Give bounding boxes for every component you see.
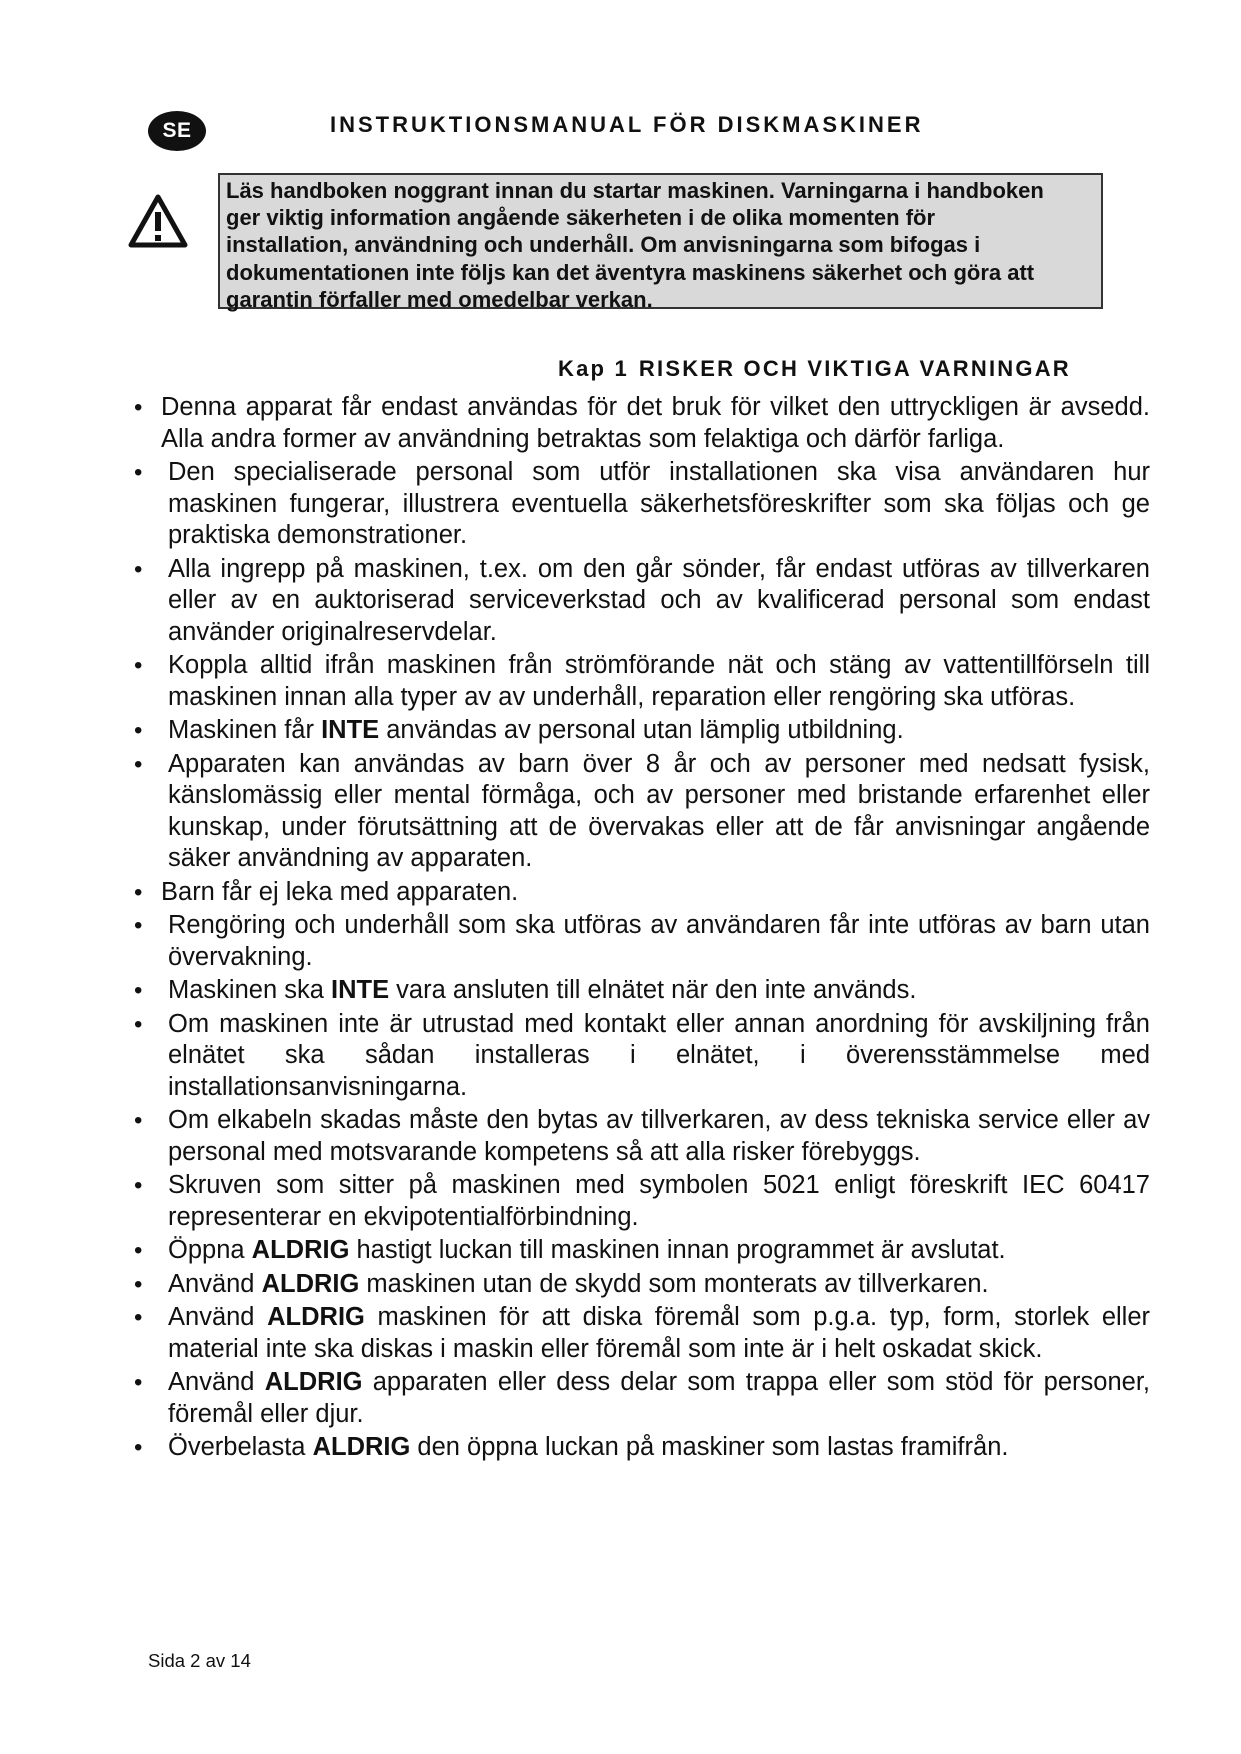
warning-line: installation, användning och underhåll. Om anvisningarna som bifogas i — [226, 232, 981, 258]
warning-line: ger viktig information angående säkerheten i de olika momenten för — [226, 205, 936, 231]
warning-line: dokumentationen inte följs kan det äventyra maskinens säkerhet och göra att — [226, 259, 1035, 285]
list-item: • Om elkabeln skadas måste den bytas av tillverkaren, av dess tekniska service eller av personal med motsvarande kompetens så att alla risker förebyggs. — [130, 1105, 1150, 1168]
page-number: Sida 2 av 14 — [148, 1650, 251, 1671]
list-item: • Barn får ej leka med apparaten. — [130, 877, 1150, 909]
list-item: • Koppla alltid ifrån maskinen från strömförande nät och stäng av vattentillförseln till maskinen innan alla typer av av underhåll, reparation eller rengöring ska utföras. — [130, 650, 1150, 713]
list-item: • Använd ALDRIG maskinen för att diska föremål som p.g.a. typ, form, storlek eller material inte ska diskas i maskin eller föremål som inte är i helt oskadat skick. — [130, 1302, 1150, 1365]
list-item: • Öppna ALDRIG hastigt luckan till maskinen innan programmet är avslutat. — [130, 1235, 1150, 1267]
list-item: • Använd ALDRIG apparaten eller dess delar som trappa eller som stöd för personer, föremål eller djur. — [130, 1367, 1150, 1430]
list-item: • Skruven som sitter på maskinen med symbolen 5021 enligt föreskrift IEC 60417 representerar en ekvipotentialförbindning. — [130, 1170, 1150, 1233]
list-item: • Alla ingrepp på maskinen, t.ex. om den går sönder, får endast utföras av tillverkaren eller av en auktoriserad serviceverkstad och av kvalificerad personal som endast använder originalreservdelar. — [130, 554, 1150, 649]
list-item: • Maskinen ska INTE vara ansluten till elnätet när den inte används. — [130, 975, 1150, 1007]
list-item: • Rengöring och underhåll som ska utföras av användaren får inte utföras av barn utan övervakning. — [130, 910, 1150, 973]
document-title: INSTRUKTIONSMANUAL FÖR DISKMASKINER — [330, 112, 924, 137]
list-item: • Den specialiserade personal som utför installationen ska visa användaren hur maskinen fungerar, illustrera eventuella säkerhetsföreskrifter som ska följas och ge praktiska demonstrationer. — [130, 457, 1150, 552]
chapter-title: RISKER OCH VIKTIGA VARNINGAR — [638, 356, 1071, 381]
list-item: • Använd ALDRIG maskinen utan de skydd som monterats av tillverkaren. — [130, 1269, 1150, 1301]
list-item: • Maskinen får INTE användas av personal utan lämplig utbildning. — [130, 715, 1150, 747]
list-item: • Apparaten kan användas av barn över 8 år och av personer med nedsatt fysisk, känslomässig eller mental förmåga, och av personer med bristande erfarenhet eller kunskap, under förutsättning att de övervakas eller att de får anvisningar angående säker användning av apparaten. — [130, 749, 1150, 875]
safety-warnings-list — [130, 392, 1150, 1466]
language-badge: SE — [148, 111, 206, 151]
warning-line: Läs handboken noggrant innan du startar maskinen. Varningarna i handboken — [226, 178, 1044, 203]
warning-line: garantin förfaller med omedelbar verkan. — [226, 286, 653, 312]
chapter-number: Kap 1 — [558, 356, 629, 381]
warning-triangle-icon — [127, 193, 189, 249]
list-item: • Överbelasta ALDRIG den öppna luckan på maskiner som lastas framifrån. — [130, 1432, 1150, 1464]
list-item: • Denna apparat får endast användas för det bruk för vilket den uttryckligen är avsedd. Alla andra former av användning betraktas som felaktiga och därför farliga. — [130, 392, 1150, 455]
warning-notice — [218, 173, 1103, 312]
chapter-heading — [558, 356, 1071, 382]
list-item: • Om maskinen inte är utrustad med kontakt eller annan anordning för avskiljning från elnätet ska sådan installeras i elnätet, i överensstämmelse med installationsanvisningarna. — [130, 1009, 1150, 1104]
